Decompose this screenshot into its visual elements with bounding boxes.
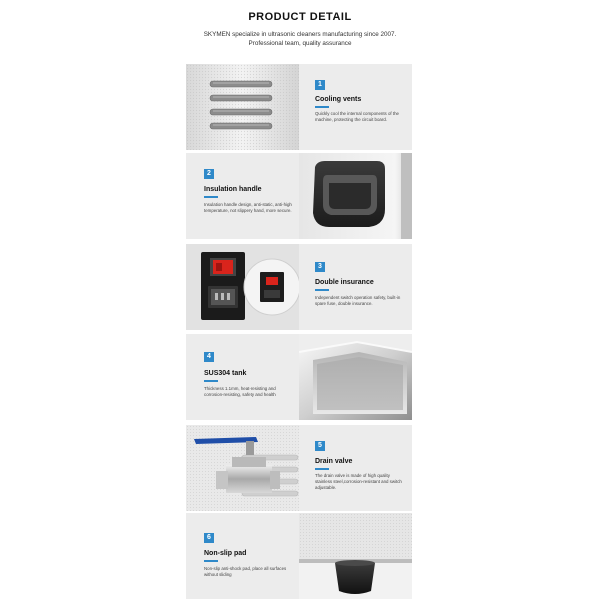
title-underline: [315, 106, 329, 108]
feature-number-badge: 1: [315, 80, 325, 90]
handle-photo: [299, 153, 412, 239]
feature-row-2: [186, 153, 412, 239]
feature-description: Thickness 1.1mm, heat-resisting and corrosion-resisting, safety and health: [204, 386, 276, 398]
drain-valve-photo: [186, 425, 299, 511]
feature-title: SUS304 tank: [204, 370, 247, 377]
feature-row-1: [186, 64, 412, 150]
power-switch-photo: [186, 244, 299, 330]
title-underline: [204, 196, 218, 198]
feature-text-1: [299, 64, 412, 150]
feature-description: Independent switch operation safety, built-in spare fuse, double insurance.: [315, 295, 401, 307]
title-underline: [315, 468, 329, 470]
feature-text-2: [186, 153, 299, 239]
feature-row-3: [186, 244, 412, 330]
foot-pad-photo: [299, 513, 412, 599]
feature-description: Non-slip anti-shock pad, place all surfaces without sliding: [204, 566, 287, 578]
feature-number-badge: 4: [204, 352, 214, 362]
feature-number-badge: 2: [204, 169, 214, 179]
page-title: PRODUCT DETAIL: [248, 11, 352, 23]
title-underline: [204, 560, 218, 562]
page-subtitle: SKYMEN specialize in ultrasonic cleaners manufacturing since 2007. Professional team, quality assurance: [203, 31, 397, 47]
title-underline: [204, 380, 218, 382]
feature-row-5: [186, 425, 412, 511]
feature-row-6: [186, 513, 412, 599]
feature-text-5: [299, 425, 412, 511]
feature-description: The drain valve is made of high quality stainless steel,corrosion-resistant and switch adjustable.: [315, 473, 402, 491]
cooling-vents-photo: [186, 64, 299, 150]
feature-row-4: [186, 334, 412, 420]
feature-text-4: [186, 334, 299, 420]
feature-number-badge: 6: [204, 533, 214, 543]
feature-text-3: [299, 244, 412, 330]
feature-description: Quickly cool the internal components of the machine, protecting the circuit board.: [315, 111, 399, 123]
feature-number-badge: 5: [315, 441, 325, 451]
steel-tank-photo: [299, 334, 412, 420]
feature-number-badge: 3: [315, 262, 325, 272]
feature-description: Insulation handle design, anti-static, anti-high temperature, not slippery hand, more secure.: [204, 202, 292, 214]
title-underline: [315, 289, 329, 291]
feature-title: Cooling vents: [315, 96, 362, 103]
page-header: [0, 0, 600, 60]
feature-title: Double insurance: [315, 279, 374, 286]
feature-title: Non-slip pad: [204, 550, 247, 557]
feature-text-6: [186, 513, 299, 599]
feature-title: Drain valve: [315, 458, 353, 465]
feature-title: Insulation handle: [204, 186, 262, 193]
